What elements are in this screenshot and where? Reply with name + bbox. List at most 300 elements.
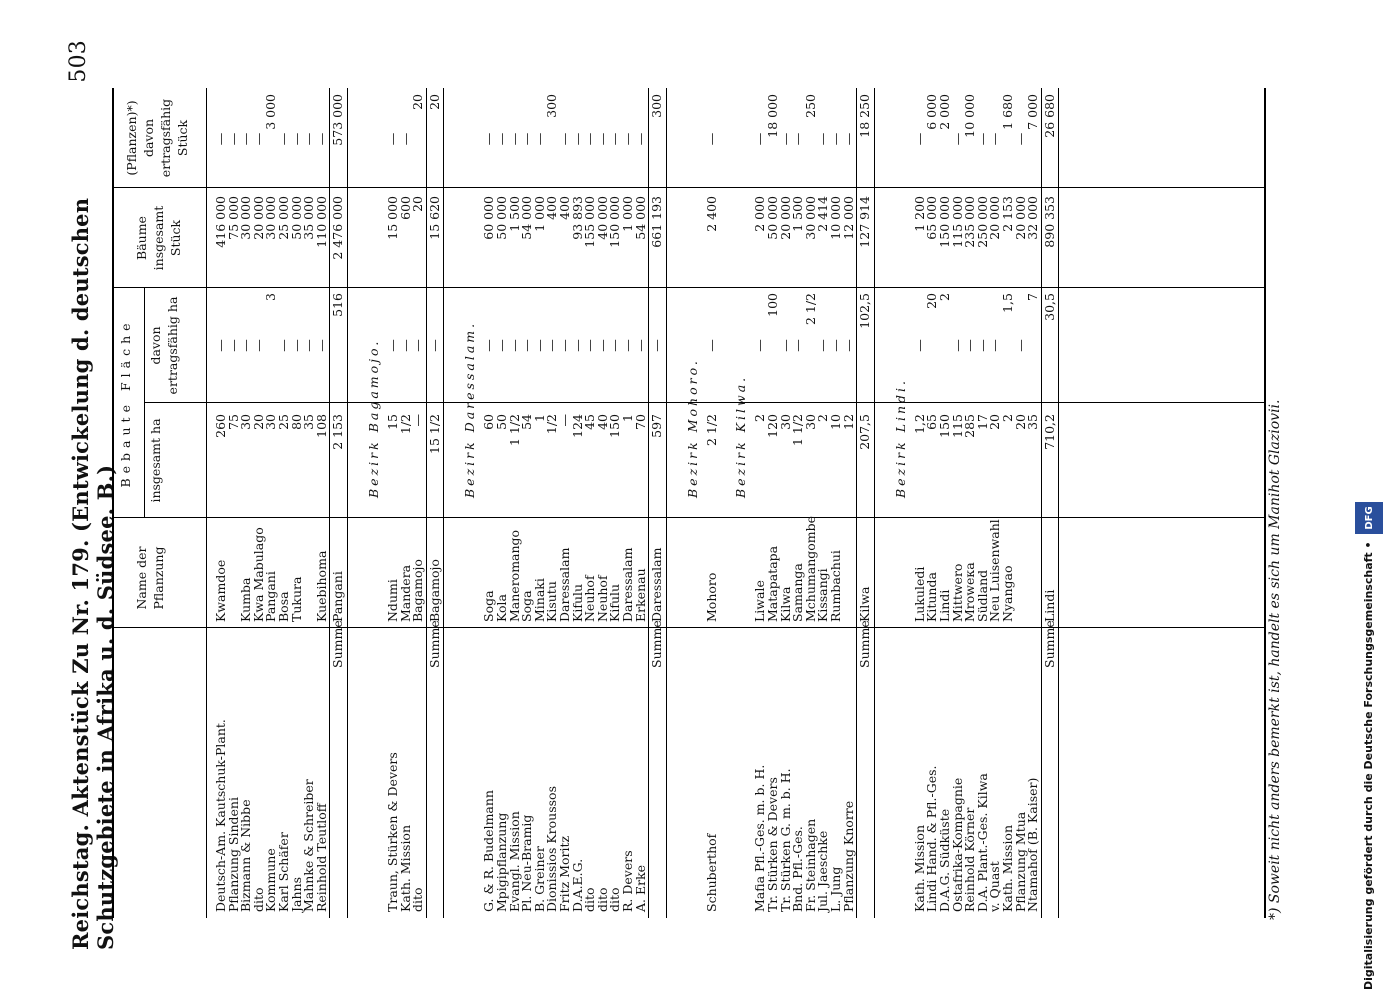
owner-cell: Schuberthof	[703, 833, 719, 912]
area-total-cell: 2	[752, 414, 768, 422]
owner-cell: D.A.G. Südküste	[937, 808, 952, 912]
area-yield-cell: —	[250, 339, 266, 352]
sum-name-cell: Kilwa	[857, 586, 873, 622]
plantation-name-cell: Neuhof	[582, 575, 598, 622]
trees-yield-cell: —	[911, 132, 927, 146]
plantation-name-cell: Kissangi	[815, 568, 831, 622]
owner-cell: Deutsch-Am. Kautschuk-Plant.	[213, 719, 228, 912]
trees-yield-cell: —	[594, 132, 610, 146]
trees-yield-cell: —	[582, 132, 598, 146]
owner-cell: D.A. Plant.-Ges. Kilwa	[974, 773, 990, 912]
sum-area-total: 2 153	[330, 414, 346, 450]
sum-label: Summe	[426, 620, 442, 668]
plantation-name-cell: Mohoro	[703, 572, 719, 622]
sum-trees-total: 2 476 000	[330, 196, 346, 260]
owner-cell: Ntamahof (B. Kaiser)	[1025, 777, 1041, 912]
sum-area-yield: —	[426, 339, 442, 352]
trees-total-cell: 1 500	[506, 196, 522, 232]
area-total-cell: 12	[840, 414, 856, 430]
owner-cell: Pflanzung Knorre	[840, 800, 856, 912]
plantation-name-cell: Neu Luisenwahl	[987, 519, 1003, 622]
subheader-divider	[144, 288, 145, 518]
trees-yield-cell: —	[313, 132, 329, 146]
plantation-name-cell: Soga	[481, 590, 497, 622]
footnote: *) Soweit nicht anders bemerkt ist, handelt es sich um Manihot Glaziovii.	[1267, 399, 1283, 920]
sum-divider	[666, 88, 667, 918]
owner-cell: Bnd. Pfl.-Ges.	[790, 826, 806, 912]
sum-label: Summe	[857, 620, 873, 668]
plantation-name-cell: Kumba	[238, 577, 254, 622]
plantation-name-cell: Mchumangombe	[802, 515, 818, 622]
area-total-cell: 65	[924, 414, 940, 430]
plantation-name-cell: Kisutu	[544, 581, 560, 622]
owner-cell: Tr. Stürken & Devers	[765, 777, 780, 912]
sum-area-total: 597	[649, 414, 665, 438]
trees-yield-cell: —	[506, 132, 522, 146]
plantation-name-cell: Mrowека	[962, 562, 978, 622]
plantation-name-cell: Soga	[519, 590, 535, 622]
owner-cell: Karl Schäfer	[276, 832, 291, 912]
sum-divider	[874, 88, 875, 918]
sum-label: Summe	[330, 620, 346, 668]
sidebar-credit	[1355, 0, 1383, 1000]
owner-cell: dito	[607, 887, 623, 912]
plantation-name-cell: Kifulu	[607, 583, 623, 622]
owner-cell: Kath. Mission	[397, 824, 413, 912]
area-total-cell: 120	[765, 414, 780, 438]
area-total-cell: 30	[263, 414, 279, 430]
owner-cell: Kath. Mission	[1000, 824, 1015, 912]
trees-total-cell: 2 400	[703, 196, 719, 232]
col-divider	[114, 517, 1264, 518]
sum-trees-total: 127 914	[857, 196, 873, 248]
owner-cell: Mpigipflanzung	[494, 812, 509, 912]
area-total-cell: 1	[620, 414, 635, 422]
owner-cell: Reinhold Teutloff	[313, 803, 329, 912]
sidebar-text: Digitalisierung gefördert durch die Deutsche Forschungsgemeinschaft •	[1362, 541, 1375, 990]
trees-yield-cell: 3 000	[263, 94, 279, 130]
trees-yield-cell: —	[828, 132, 843, 146]
area-yield-cell: —	[777, 339, 793, 352]
area-yield-cell: —	[569, 339, 585, 352]
area-yield-cell: —	[397, 339, 413, 352]
trees-total-cell: 25 000	[276, 196, 291, 240]
sum-trees-total: 661 193	[649, 196, 665, 248]
area-yield-cell: —	[594, 339, 610, 352]
sum-name-cell: Lindi	[1041, 589, 1057, 622]
sum-trees-yield: 20	[426, 94, 442, 110]
owner-cell: Kath. Mission	[911, 824, 927, 912]
area-yield-cell: —	[238, 339, 254, 352]
area-total-cell: 1,2	[911, 414, 927, 434]
area-total-cell: 25	[276, 414, 291, 430]
area-yield-cell: 1,5	[1000, 293, 1015, 313]
area-total-cell: 20	[250, 414, 266, 430]
owner-cell: Mafia Pfl.-Ges. m. b. H.	[752, 764, 768, 912]
trees-yield-cell: 2 000	[937, 94, 952, 130]
area-total-cell: 45	[582, 414, 598, 430]
area-total-cell: 1 1/2	[790, 414, 806, 447]
area-total-cell: 30	[238, 414, 254, 430]
trees-yield-cell: —	[752, 132, 768, 146]
owner-cell: v. Quast	[987, 861, 1003, 912]
plantation-name-cell: Kitunda	[924, 572, 940, 622]
trees-total-cell: 155 000	[582, 196, 598, 248]
owner-cell: dito	[410, 887, 426, 912]
owner-cell: Mahnke & Schreiber	[301, 779, 317, 912]
owner-cell: Pflanzung Mtua	[1012, 811, 1028, 912]
col-area-yield-header: davon ertragsfähig ha	[148, 296, 180, 395]
owner-cell: Pflanzung Sindeni	[225, 797, 241, 912]
sum-name-cell: Daressalam	[649, 547, 665, 622]
area-yield-cell: 7	[1025, 293, 1041, 301]
trees-total-cell: 20 000	[1012, 196, 1028, 240]
trees-yield-cell: —	[250, 132, 266, 146]
trees-yield-cell: —	[531, 132, 547, 146]
area-total-cell: 1/2	[544, 414, 560, 435]
area-yield-cell: —	[632, 339, 648, 352]
area-yield-cell: —	[557, 339, 572, 352]
owner-cell: L. Jung	[828, 866, 843, 912]
trees-total-cell: 1 000	[531, 196, 547, 232]
trees-total-cell: 30 000	[263, 196, 279, 240]
plantation-name-cell: Minaki	[531, 578, 547, 622]
col-trees-total-header: Bäume insgesamt Stück	[134, 205, 183, 271]
owner-cell: Pl. Neu-Bramig	[519, 814, 535, 912]
col-divider	[112, 627, 1264, 628]
sum-area-yield: 516	[330, 293, 346, 317]
trees-yield-cell: —	[238, 132, 254, 146]
trees-total-cell: 50 000	[288, 196, 304, 240]
area-yield-cell: —	[815, 339, 831, 352]
area-total-cell: 20	[987, 414, 1003, 430]
area-total-cell: 35	[301, 414, 317, 430]
owner-cell: A. Erke	[632, 864, 648, 912]
sum-divider	[1058, 88, 1059, 918]
section-title: Bezirk Kilwa.	[733, 374, 749, 498]
section-title: Bezirk Lindi.	[892, 377, 908, 498]
trees-total-cell: 75 000	[225, 196, 241, 240]
trees-total-cell: 40 000	[594, 196, 610, 240]
owner-cell: Fritz Moritz	[557, 835, 572, 912]
area-yield-cell: —	[911, 339, 927, 352]
trees-total-cell: 110 000	[313, 196, 329, 248]
area-yield-cell: —	[481, 339, 497, 352]
trees-total-cell: 54 000	[632, 196, 648, 240]
trees-yield-cell: —	[213, 132, 228, 146]
owner-cell: Jul. Jaeschke	[815, 830, 831, 912]
plantation-name-cell: Lukuledi	[911, 566, 927, 622]
trees-total-cell: 600	[397, 196, 413, 220]
plantation-name-cell: Bosa	[276, 591, 291, 622]
trees-yield-cell: 18 000	[765, 94, 780, 138]
trees-total-cell: 1 500	[790, 196, 806, 232]
area-total-cell: 30	[777, 414, 793, 430]
plantation-name-cell: Kwa Mabulago	[250, 527, 266, 622]
trees-yield-cell: 250	[802, 94, 818, 118]
sum-area-yield: —	[649, 339, 665, 352]
plantation-name-cell: Daressalam	[557, 547, 572, 622]
area-total-cell: 50	[494, 414, 509, 430]
plantation-name-cell: Bagamojo	[410, 559, 426, 622]
area-yield-cell: —	[790, 339, 806, 352]
area-yield-cell: —	[962, 339, 978, 352]
sum-area-yield: 30,5	[1041, 293, 1057, 321]
owner-cell: Jahns	[288, 877, 304, 912]
sum-area-total: 15 1/2	[426, 414, 442, 454]
area-yield-cell: —	[410, 339, 426, 352]
trees-total-cell: 20 000	[777, 196, 793, 240]
sum-divider	[347, 88, 348, 918]
trees-total-cell: 115 000	[949, 196, 965, 248]
owner-cell: Ostafrika-Kompagnie	[949, 777, 965, 912]
trees-yield-cell: —	[703, 132, 719, 146]
owner-cell: Traun, Stürken & Devers	[385, 752, 400, 912]
trees-yield-cell: —	[840, 132, 856, 146]
trees-yield-cell: —	[632, 132, 648, 146]
plantation-name-cell: Lindi	[937, 589, 952, 622]
trees-yield-cell: —	[288, 132, 304, 146]
plantation-name-cell: Mandera	[397, 564, 413, 622]
owner-cell: Evangl. Mission	[506, 811, 522, 912]
owner-cell: G. & R. Budelmann	[481, 790, 497, 912]
area-yield-cell: —	[582, 339, 598, 352]
area-yield-cell: 2	[937, 293, 952, 301]
plantation-name-cell: Ndumi	[385, 579, 400, 622]
owner-cell: Dionissios Kroussos	[544, 786, 560, 912]
area-total-cell: 124	[569, 414, 585, 438]
area-total-cell: 1 1/2	[506, 414, 522, 447]
trees-total-cell: 15 000	[385, 196, 400, 240]
plantation-name-cell: Daressalam	[620, 547, 635, 622]
area-total-cell: 260	[213, 414, 228, 438]
area-yield-cell: 20	[924, 293, 940, 309]
area-total-cell: 60	[481, 414, 497, 430]
area-total-cell: 150	[937, 414, 952, 438]
area-yield-cell: 2 1/2	[802, 293, 818, 326]
trees-yield-cell: —	[276, 132, 291, 146]
area-yield-cell: —	[1012, 339, 1028, 352]
area-yield-cell: —	[213, 339, 228, 352]
area-yield-cell: —	[703, 339, 719, 352]
plantation-name-cell: Kola	[494, 594, 509, 622]
area-total-cell: 10	[828, 414, 843, 430]
trees-yield-cell: —	[620, 132, 635, 146]
area-total-cell: 285	[962, 414, 978, 438]
trees-yield-cell: —	[385, 132, 400, 146]
area-total-cell: 2	[815, 414, 831, 422]
sum-area-total: 207,5	[857, 414, 873, 450]
trees-total-cell: 60 000	[481, 196, 497, 240]
sum-name-cell: Pangani	[330, 571, 346, 622]
area-total-cell: 108	[313, 414, 329, 438]
plantation-table	[112, 88, 1266, 918]
area-yield-cell: —	[620, 339, 635, 352]
area-total-cell: 17	[974, 414, 990, 430]
area-total-cell: —	[557, 414, 572, 427]
sum-trees-total: 15 620	[426, 196, 442, 240]
plantation-name-cell: Rumbachui	[828, 550, 843, 622]
trees-yield-cell: —	[519, 132, 535, 146]
area-yield-cell: —	[506, 339, 522, 352]
page-header	[60, 30, 118, 970]
area-total-cell: 70	[632, 414, 648, 430]
area-total-cell: 2	[1000, 414, 1015, 422]
owner-cell: D.A.E.G.	[569, 858, 585, 912]
trees-yield-cell: —	[494, 132, 509, 146]
area-total-cell: 1	[531, 414, 547, 422]
area-yield-cell: —	[974, 339, 990, 352]
trees-total-cell: 30 000	[802, 196, 818, 240]
trees-yield-cell: 1 680	[1000, 94, 1015, 130]
trees-total-cell: 50 000	[765, 196, 780, 240]
trees-total-cell: 2 153	[1000, 196, 1015, 232]
area-yield-cell: —	[519, 339, 535, 352]
trees-total-cell: 2 414	[815, 196, 831, 232]
trees-yield-cell: 300	[544, 94, 560, 118]
trees-yield-cell: —	[790, 132, 806, 146]
area-yield-cell: —	[607, 339, 623, 352]
trees-total-cell: 150 000	[607, 196, 623, 248]
trees-yield-cell: 10 000	[962, 94, 978, 138]
area-yield-cell: —	[840, 339, 856, 352]
area-total-cell: 75	[225, 414, 241, 430]
header-divider	[206, 88, 207, 918]
area-total-cell: 115	[949, 414, 965, 438]
sum-trees-yield: 18 250	[857, 94, 873, 138]
plantation-name-cell: Samanga	[790, 563, 806, 622]
sum-label: Summe	[1041, 620, 1057, 668]
col-divider	[114, 187, 1264, 188]
area-yield-cell: 100	[765, 293, 780, 317]
area-total-cell: 80	[288, 414, 304, 430]
trees-yield-cell: —	[974, 132, 990, 146]
area-yield-cell: 3	[263, 293, 279, 301]
area-yield-cell: —	[531, 339, 547, 352]
trees-yield-cell: 6 000	[924, 94, 940, 130]
area-yield-cell: —	[301, 339, 317, 352]
trees-yield-cell: 7 000	[1025, 94, 1041, 130]
plantation-name-cell: Erkenau	[632, 568, 648, 622]
plantation-name-cell: Maneromango	[506, 529, 522, 622]
sum-area-total: 710,2	[1041, 414, 1057, 450]
trees-total-cell: 20 000	[987, 196, 1003, 240]
trees-total-cell: 400	[557, 196, 572, 220]
trees-total-cell: 30 000	[238, 196, 254, 240]
trees-total-cell: 50 000	[494, 196, 509, 240]
area-yield-cell: —	[385, 339, 400, 352]
plantation-name-cell: Neuhof	[594, 575, 610, 622]
trees-total-cell: 20 000	[250, 196, 266, 240]
owner-cell: Kommune	[263, 848, 279, 912]
sum-area-yield: 102,5	[857, 293, 873, 329]
owner-cell: dito	[594, 887, 610, 912]
col-area-total-header: insgesamt ha	[148, 418, 163, 503]
plantation-name-cell: Kifulu	[569, 583, 585, 622]
plantation-name-cell: Kuebihoma	[313, 550, 329, 622]
area-total-cell: 54	[519, 414, 535, 430]
trees-yield-cell: —	[397, 132, 413, 146]
trees-yield-cell: —	[1012, 132, 1028, 146]
owner-cell: Lindi Hand. & Pfl.-Ges.	[924, 765, 940, 912]
col-area-group-header: Bebaute Fläche	[118, 318, 133, 488]
sum-trees-yield: 26 680	[1041, 94, 1057, 138]
trees-yield-cell: —	[569, 132, 585, 146]
owner-cell: Reinhold Körner	[962, 807, 978, 912]
trees-yield-cell: —	[301, 132, 317, 146]
col-divider	[144, 402, 1264, 403]
area-total-cell: 30	[802, 414, 818, 430]
area-yield-cell: —	[225, 339, 241, 352]
area-yield-cell: —	[752, 339, 768, 352]
area-total-cell: 15	[385, 414, 400, 430]
area-yield-cell: —	[987, 339, 1003, 352]
trees-total-cell: 65 000	[924, 196, 940, 240]
trees-total-cell: 2 000	[752, 196, 768, 232]
trees-total-cell: 35 000	[301, 196, 317, 240]
owner-cell: dito	[582, 887, 598, 912]
plantation-name-cell: Pangani	[263, 571, 279, 622]
section-title: Bezirk Daressalam.	[462, 320, 478, 498]
trees-total-cell: 1 200	[911, 196, 927, 232]
trees-total-cell: 416 000	[213, 196, 228, 248]
trees-total-cell: 250 000	[974, 196, 990, 248]
area-yield-cell: —	[276, 339, 291, 352]
page-number: 503	[66, 40, 91, 83]
area-total-cell: —	[410, 414, 426, 427]
plantation-name-cell: Tukura	[288, 576, 304, 622]
trees-total-cell: 10 000	[828, 196, 843, 240]
trees-yield-cell: —	[987, 132, 1003, 146]
section-title: Bezirk Bagamojo.	[366, 338, 381, 498]
header-title: Reichstag. Aktenstück Zu Nr. 179. (Entwickelung d. deutschen Schutzgebiete in Afrika u. d. Südsee. B.)	[68, 197, 118, 950]
area-yield-cell: —	[313, 339, 329, 352]
area-yield-cell: —	[288, 339, 304, 352]
owner-cell: R. Devers	[620, 850, 635, 912]
section-title: Bezirk Mohoro.	[684, 358, 700, 498]
sum-name-cell: Bagamojo	[426, 559, 442, 622]
sum-divider	[443, 88, 444, 918]
trees-yield-cell: —	[815, 132, 831, 146]
plantation-name-cell: Matapatapa	[765, 545, 780, 622]
area-total-cell: 2 1/2	[703, 414, 719, 447]
area-yield-cell: —	[494, 339, 509, 352]
trees-total-cell: 54 000	[519, 196, 535, 240]
owner-cell: Bizmann & Nibbe	[238, 799, 254, 912]
plantation-name-cell: Kilwa	[777, 586, 793, 622]
sum-trees-total: 890 353	[1041, 196, 1057, 248]
plantation-name-cell: Nyangao	[1000, 565, 1015, 622]
trees-yield-cell: —	[777, 132, 793, 146]
area-yield-cell: —	[544, 339, 560, 352]
owner-cell: B. Greiner	[531, 846, 547, 912]
area-yield-cell: —	[828, 339, 843, 352]
trees-total-cell: 32 000	[1025, 196, 1041, 240]
area-yield-cell: —	[949, 339, 965, 352]
plantation-name-cell: Kwamdoe	[213, 559, 228, 622]
trees-total-cell: 93 893	[569, 196, 585, 240]
plantation-name-cell: Mittwero	[949, 563, 965, 622]
sum-trees-yield: 300	[649, 94, 665, 118]
area-total-cell: 20	[1012, 414, 1028, 430]
dfg-logo: DFG	[1355, 502, 1383, 533]
trees-total-cell: 12 000	[840, 196, 856, 240]
trees-total-cell: 20	[410, 196, 426, 212]
area-total-cell: 1/2	[397, 414, 413, 435]
plantation-name-cell: Liwale	[752, 580, 768, 622]
trees-yield-cell: —	[557, 132, 572, 146]
owner-cell: Fr. Steinhagen	[802, 818, 818, 912]
